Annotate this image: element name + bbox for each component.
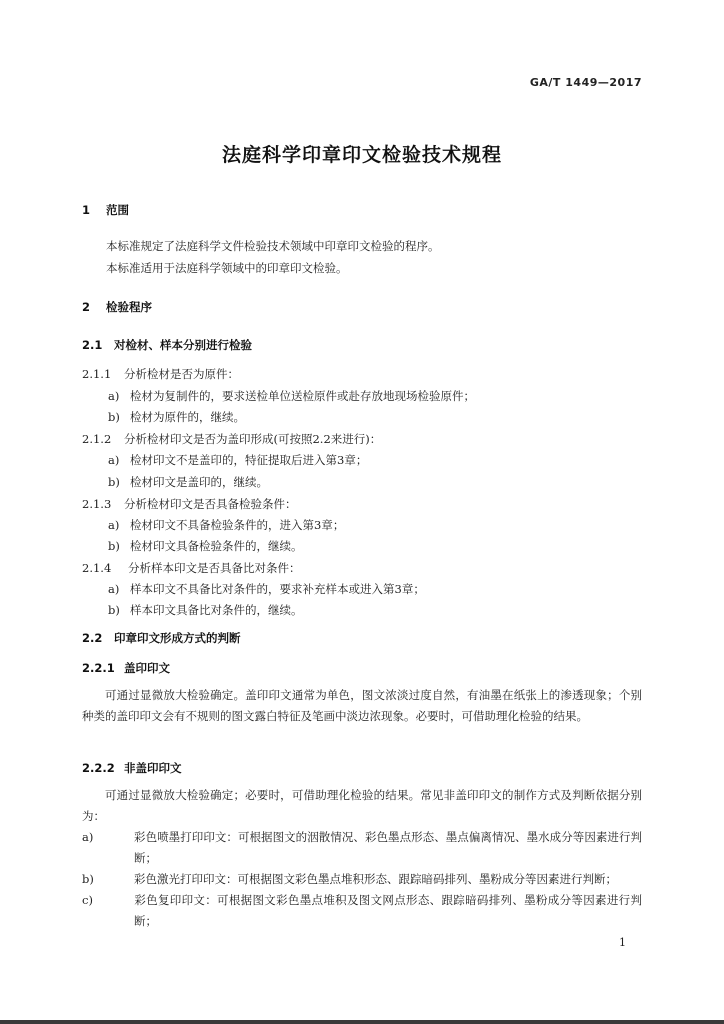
list-text: 检材为原件的，继续。	[130, 410, 245, 424]
list-marker: a)	[82, 830, 94, 844]
clause-2-1-3	[82, 496, 297, 512]
list-marker: b)	[108, 410, 120, 424]
list-item-2-2-2-b	[82, 869, 642, 890]
section-title: 非盖印印文	[124, 761, 182, 775]
section-2-2-2-heading	[82, 760, 182, 776]
list-marker: b)	[108, 475, 120, 489]
list-text: 彩色复印印文：可根据图文彩色墨点堆积及图文网点形态、跟踪暗码排列、墨粉成分等因素进行判断；	[134, 893, 642, 928]
paragraph-2-2-2: 可通过显微放大检验确定；必要时，可借助理化检验的结果。常见非盖印印文的制作方式及判断依据分别为：	[82, 788, 642, 823]
clause-number: 2.1.1	[82, 367, 112, 381]
section-number: 2.2	[82, 631, 103, 645]
clause-2-1-1	[82, 366, 239, 382]
section-2-2-1-heading	[82, 660, 170, 676]
list-marker: a)	[108, 453, 120, 467]
list-marker: b)	[82, 872, 94, 886]
list-marker: a)	[108, 389, 120, 403]
list-marker: b)	[108, 539, 120, 553]
list-text: 彩色激光打印印文：可根据图文彩色墨点堆积形态、跟踪暗码排列、墨粉成分等因素进行判断；	[134, 872, 617, 886]
section-title: 盖印印文	[124, 661, 170, 675]
list-item-2-1-2-b	[108, 474, 268, 490]
clause-text: 分析样本印文是否具备比对条件：	[128, 561, 301, 575]
section-number: 2.1	[82, 338, 103, 352]
list-text: 检材印文不是盖印的，特征提取后进入第3章；	[130, 453, 368, 467]
list-text: 样本印文具备比对条件的，继续。	[130, 603, 303, 617]
clause-text: 分析检材印文是否具备检验条件：	[124, 497, 297, 511]
list-item-2-2-2-a	[82, 827, 642, 869]
list-item-2-1-1-a	[108, 388, 475, 404]
list-item-2-1-1-b	[108, 409, 245, 425]
list-text: 检材为复制件的，要求送检单位送检原件或赴存放地现场检验原件；	[130, 389, 475, 403]
scope-paragraph-2: 本标准适用于法庭科学领域中的印章印文检验。	[106, 261, 348, 275]
page-number: 1	[619, 936, 626, 949]
list-item-2-1-4-a	[108, 581, 425, 597]
list-item-2-1-2-a	[108, 452, 367, 468]
section-number: 2.2.1	[82, 661, 115, 675]
list-marker: a)	[108, 518, 120, 532]
section-2-2-heading	[82, 630, 241, 646]
list-marker: a)	[108, 582, 120, 596]
clause-2-1-4	[82, 560, 301, 576]
clause-number: 2.1.2	[82, 432, 112, 446]
section-number: 2.2.2	[82, 761, 115, 775]
paragraph-2-2-1: 可通过显微放大检验确定。盖印印文通常为单色，图文浓淡过度自然，有油墨在纸张上的渗透现象；个别种类的盖印印文会有不规则的图文露白特征及笔画中淡边浓现象。必要时，可借助理化检验的结果。	[82, 688, 642, 723]
section-title: 印章印文形成方式的判断	[114, 631, 241, 645]
list-text: 样本印文不具备比对条件的，要求补充样本或进入第3章；	[130, 582, 425, 596]
section-title: 范围	[106, 203, 129, 217]
clause-text: 分析检材印文是否为盖印形成(可按照2.2来进行)：	[124, 432, 382, 446]
section-title: 检验程序	[106, 300, 152, 314]
clause-number: 2.1.3	[82, 497, 112, 511]
section-number: 1	[82, 203, 91, 217]
section-1-heading	[82, 202, 129, 218]
section-2-heading	[82, 299, 152, 315]
document-title: 法庭科学印章印文检验技术规程	[221, 144, 502, 166]
list-item-2-1-3-a	[108, 517, 344, 533]
list-text: 彩色喷墨打印印文：可根据图文的洇散情况、彩色墨点形态、墨点偏离情况、墨水成分等因素进行判断；	[134, 830, 642, 865]
list-item-2-1-4-b	[108, 602, 303, 618]
clause-2-1-2	[82, 431, 381, 447]
list-marker: c)	[82, 893, 93, 907]
list-item-2-2-2-c	[82, 890, 642, 932]
section-2-1-heading	[82, 337, 252, 353]
scope-paragraph-1: 本标准规定了法庭科学文件检验技术领域中印章印文检验的程序。	[106, 239, 440, 253]
section-title: 对检材、样本分别进行检验	[114, 338, 252, 352]
list-marker: b)	[108, 603, 120, 617]
standard-number: GA/T 1449—2017	[529, 76, 642, 89]
list-text: 检材印文具备检验条件的，继续。	[130, 539, 303, 553]
clause-number: 2.1.4	[82, 561, 112, 575]
bottom-border	[0, 1020, 724, 1024]
list-text: 检材印文是盖印的，继续。	[130, 475, 268, 489]
clause-text: 分析检材是否为原件：	[124, 367, 239, 381]
section-number: 2	[82, 300, 91, 314]
list-item-2-1-3-b	[108, 538, 303, 554]
list-text: 检材印文不具备检验条件的，进入第3章；	[130, 518, 345, 532]
